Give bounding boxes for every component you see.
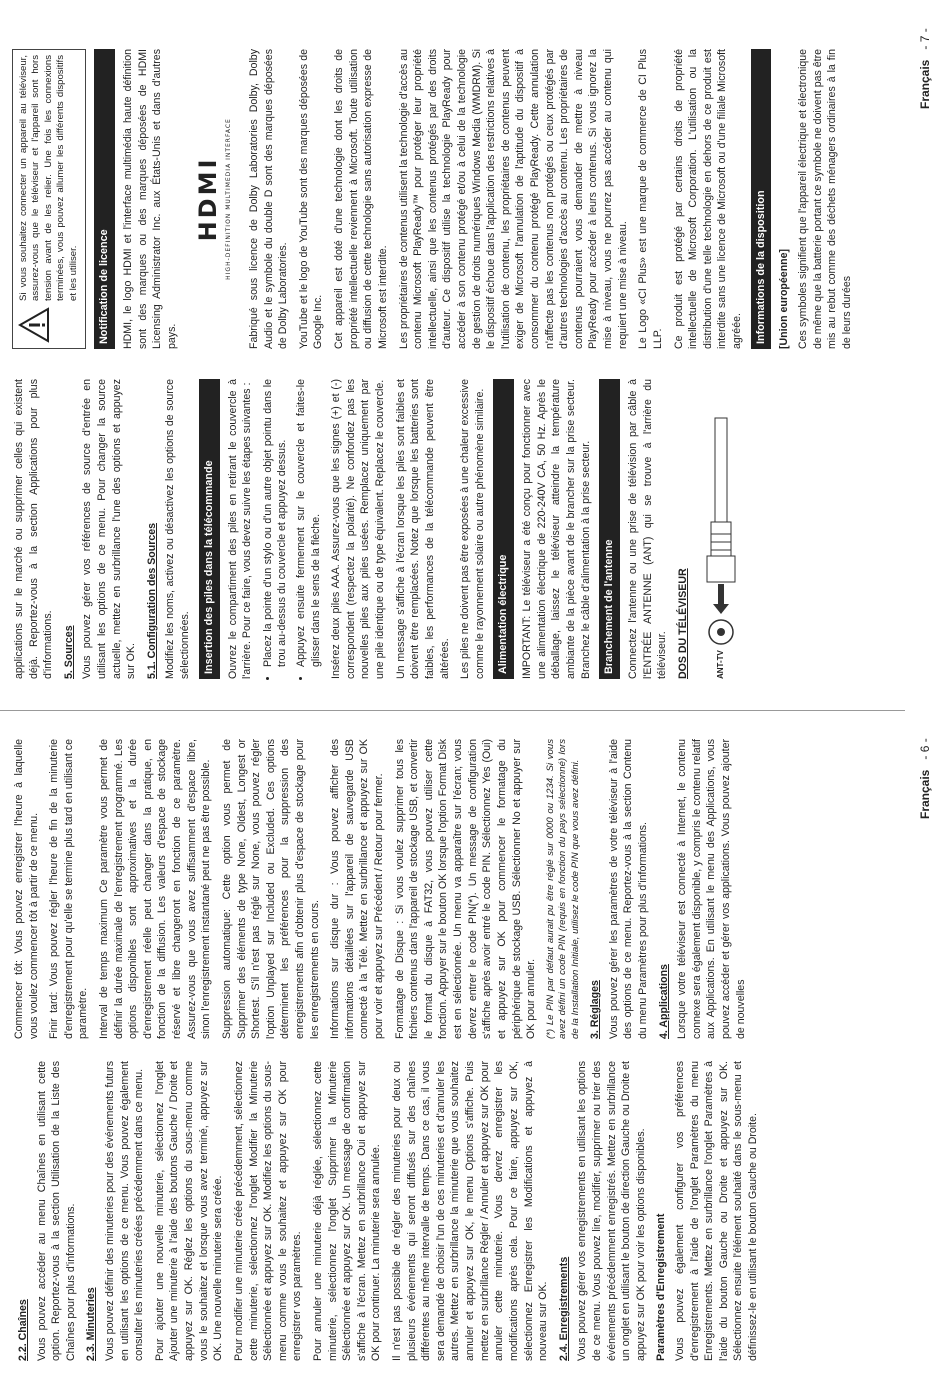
hdmi-logo: [192, 49, 233, 349]
para-enregistrements-1: Vous pouvez gérer vos enregistrements en utilisant les options de ce menu. Vous pouvez lire, modifier, supprimer ou trier des événements précédemment enregistrés. Mettez en surbrillance un onglet en utilisant le bouton de direction Gauche ou Droite et appuyez sur OK pour voir les options disponibles.: [576, 1061, 647, 1361]
dos-televiseur: DOS DU TÉLÉVISEUR: [677, 568, 689, 679]
column-1: [12, 1061, 767, 1361]
section-bar-antenne: Branchement de l'antenne: [599, 379, 620, 679]
para-finir-tard: Finir tard: Vous pouvez régler l'heure de fin de la minuterie d'enregistrement pour qu'elle se termine plus tard en utilisant ce paramètre.: [48, 739, 90, 1039]
para-chaleur: Les piles ne doivent pas être exposées à une chaleur excessive comme le rayonnement solaire ou autre phénomène similaire.: [459, 379, 486, 679]
antenna-diagram: [699, 379, 743, 679]
column-3: [12, 379, 753, 679]
antenna-cable-icon: [699, 416, 743, 646]
section-bar-licence: Notification de licence: [94, 49, 115, 349]
para-piles: Ouvrez le compartiment des piles en retirant le couvercle à l'arrière. Pour ce faire, vous devez suivre les étapes suivantes :: [226, 379, 254, 679]
footer-lang: Français: [918, 59, 932, 109]
para-minuteries-4: Pour annuler une minuterie déjà réglée, sélectionnez cette minuterie, sélectionnez l'onglet Supprimer la Minuterie Sélectionnée et appuyez sur OK. Un message de confirmation s'affiche à l'écran. Mettez en surbrillance Oui et appuyez sur OK pour continuer. La minuterie sera annulée.: [311, 1061, 383, 1361]
heading-reglages: 3. Réglages: [589, 980, 602, 1039]
heading-parametres-enregistrement: Paramètres d'Enregistrement: [655, 1213, 668, 1361]
heading-sources: 5. Sources: [62, 625, 75, 679]
pin-note: (*) Le PIN par défaut aurait pu être réglé sur 0000 ou 1234. Si vous avez défini un code PIN (requis en fonction du pays sélectionné) lors de la Installation Initiale, utilisez le code PIN que vous avez défini.: [544, 739, 581, 1039]
piles-steps: [261, 379, 323, 679]
para-aaa: Insérez deux piles AAA. Assurez-vous que les signes (+) et (-) correspondent (respectez la polarité). Ne confondez pas les nouvelles piles aux piles usées. Remplacez uniquement par une pile identique ou de type équivalent. Replacez le couvercle.: [330, 379, 387, 679]
para-ci-plus: Le Logo «CI Plus» est une marque de commerce de CI Plus LLP.: [637, 49, 664, 349]
para-alimentation: IMPORTANT: Le téléviseur a été conçu pour fonctionner avec une alimentation électrique de 220-240V CA, 50 Hz. Après le déballage, laissez le téléviseur atteindre la température ambiante de la pièce avant de le brancher sur la prise secteur. Branchez le câble d'alimentation à la prise secteur.: [521, 379, 592, 679]
para-formatage: Formatage de Disque : Si vous voulez supprimer tous les fichiers contenus dans l'appareil de stockage USB, et convertir le format du disque à FAT32, vous pouvez utiliser cette fonction. Appuyer sur le bouton OK lorsque l'option Format Disk est en sélectionnée. Un menu va apparaître sur l'écran; vous devrez entrer le code PIN(*). Un message de configuration s'affiche après avoir entré le code PIN. Sélectionnez Yes (Oui) et appuyez sur OK pour commencer le formatage du périphérique de stockage USB. Sélectionner No et appuyer sur OK pour annuler.: [393, 739, 538, 1039]
heading-config-sources: 5.1. Configuration des Sources: [145, 523, 158, 679]
page-number: - 6 -: [918, 738, 932, 760]
para-minuteries-5: Il n'est pas possible de régler des minuteries pour deux ou plusieurs événements qui seront diffusés sur des chaînes différentes au même intervalle de temps. Dans ce cas, il vous sera demandé de choisir l'un de ces minuteries et d'annuler les autres. Mettez en surbrillance la minuterie que vous souhaitez annuler et appuyez sur OK, le menu Options s'affiche. Puis mettez en surbrillance Régler / Annuler et appuyez sur OK pour annuler cette minuterie. Vous devrez enregistrer les modifications après cela. Pour ce faire, appuyez sur OK, sélectionnez Enregistrer les Modifications et appuyez à nouveau sur OK.: [391, 1061, 550, 1361]
para-enregistrements-2: Vous pouvez également configurer vos préférences d'enregistrement à l'aide de l'onglet Paramètres du menu Enregistrements. Mettez en surbrillance l'onglet Paramètres à l'aide du bouton Gauche ou Droite et appuyez sur OK. Sélectionnez ensuite l'élément souhaité dans le sous-menu et définissez-le en utilisant le bouton Gauche ou Droite.: [673, 1061, 760, 1361]
footer-page-7: [918, 28, 932, 109]
list-item: • Placez la pointe d'un stylo ou d'un autre objet pointu dans le trou au-dessus du couvercle et appuyez dessus.: [261, 379, 290, 667]
heading-applications: 4. Applications: [657, 964, 670, 1039]
para-hdmi: HDMI, le logo HDMI et l'interface multimédia haute définition sont des marques ou des marques déposées de HDMI Licensing Administrator Inc. aux États-Unis et dans d'autres pays.: [122, 49, 179, 349]
para-microsoft-2: Ce produit est protégé par certains droits de propriété intellectuelle de Microsoft Corporation. L'utilisation ou la distribution d'une telle technologie en dehors de ce produit est interdite sans une licence de Microsoft ou d'une filiale Microsoft agréée.: [672, 49, 743, 349]
warning-box: [12, 49, 86, 349]
para-dolby: Fabriqué sous licence de Dolby Laboratories Dolby, Dolby Audio et le symbole du double D sont des marques déposées de Dolby Laboratories.: [248, 49, 290, 349]
page-divider: [0, 710, 905, 711]
para-chaines: Vous pouvez accéder au menu Chaînes en utilisant cette option. Reportez-vous à la section Utilisation de la Liste des Chaînes pour plus d'informations.: [35, 1061, 77, 1361]
column-4: [12, 49, 860, 349]
column-2: [12, 739, 754, 1039]
para-applications-cont: applications sur le marché ou supprimer celles qui existent déjà. Reportez-vous à la section Applications pour plus d'informations.: [13, 379, 55, 679]
heading-union-europeenne: [Union européenne]: [778, 248, 791, 349]
para-piles-faibles: Un message s'affiche à l'écran lorsque les piles sont faibles et doivent être remplacées. Notez que lorsque les batteries sont faibles, les performances de la télécommande peuvent être altérées.: [394, 379, 451, 679]
para-antenne: Connectez l'antenne ou une prise de télévision par câble à l'ENTRÉE ANTENNE (ANT) qui se trouve à l'arrière du téléviseur.: [627, 379, 669, 679]
para-microsoft: Cet appareil est doté d'une technologie dont les droits de propriété intellectuelle reviennent à Microsoft. Toute utilisation ou diffusion de cette technologie sans autorisation expresse de Microsoft est interdite.: [333, 49, 389, 349]
para-interval-temps: Interval de temps maximum Ce paramètre vous permet de définir la durée maximale de l'enregistrement programmé. Les options disponibles sont approximatives et la durée d'enregistrement réelle peut changer dans la pratique, en fonction de la diffusion. Les valeurs d'espace de stockage réservé et libre changeront en fonction de ce paramètre. Assurez-vous que vous avez suffisamment d'espace libre, sinon l'enregistrement instantané peut ne pas être possible.: [98, 739, 213, 1039]
para-reglages: Vous pouvez gérer les paramètres de votre téléviseur à l'aide des options de ce menu. Reportez-vous à la section Contenu du menu Paramètres pour plus d'informations.: [607, 739, 649, 1039]
para-sources: Vous pouvez gérer vos références de source d'entrée en utilisant les options de ce menu. Pour changer la source actuelle, mettez en surbrillance l'une des options et appuyez sur OK.: [81, 379, 138, 679]
footer-page-6: [918, 738, 932, 819]
hdmi-logo-subtitle: HIGH-DEFINITION MULTIMEDIA INTERFACE: [224, 118, 232, 280]
section-bar-disposition: Informations de la disposition: [751, 49, 772, 349]
page-number: - 7 -: [918, 28, 932, 50]
para-playready: Les propriétaires de contenus utilisent la technologie d'accès au contenu Microsoft PlayReady™ pour protéger leur propriété intellectuelle, ainsi que les contenus protégés par des droits d'auteur. Ce dispositif utilise la technologie PlayReady pour accéder à son contenu protégé et/ou à celui de la technologie de gestion de droits numériques Windows Media (WMDRM). Si le dispositif échoue dans l'application des restrictions relatives à l'utilisation de contenu, les propriétaires de contenus peuvent exiger de Microsoft l'annulation de l'aptitude du dispositif à consommer du contenu protégé PlayReady. Cette annulation n'affecte pas les contenus non protégés ou ceux protégés par d'autres technologies d'accès au contenu. Les propriétaires de contenus pourraient vous demander de mettre à niveau PlayReady pour accéder à leurs contenus. Si vous ignorez la mise à niveau, vous ne pourrez pas accéder au contenu qui requiert une mise à niveau.: [397, 48, 629, 349]
heading-chaines: 2.2. Chaînes: [17, 1299, 29, 1361]
para-minuteries-1: Vous pouvez définir des minuteries pour des événements futurs en utilisant les options de ce menu. Vous pouvez également consulter les minuteries créées précédemment dans ce menu.: [104, 1061, 146, 1361]
list-item: • Appuyez ensuite fermement sur le couvercle et faites-le glisser dans le sens de la flèche.: [294, 379, 323, 667]
para-union: Ces symboles signifient que l'appareil électrique et électronique de même que la batterie portant ce symbole ne doivent pas être mis au rebut comme des déchets ménagers ordinaires à la fin de leurs durées: [797, 49, 853, 349]
para-config-sources: Modifiez les noms, activez ou désactivez les options de source sélectionnées.: [164, 379, 192, 679]
para-suppression-auto: Suppression automatique: Cette option vous permet de Supprimer des éléments de type None, Oldest, Longest or Shortest. S'il n'est pas réglé sur None, vous pouvez régler l'option Unplayed sur Included ou Excluded. Ces options déterminent les préférences pour la suppression des enregistrements afin d'obtenir plus d'espace de stockage pour les enregistrements en cours.: [220, 739, 321, 1039]
footer-lang: Français: [918, 769, 932, 819]
ant-tv-label: ANT-TV: [716, 650, 726, 679]
heading-minuteries: 2.3. Minuteries: [85, 1287, 98, 1361]
para-minuteries-2: Pour ajouter une nouvelle minuterie, sélectionnez l'onglet Ajouter une minuterie à l'aide des boutons Gauche / Droite et appuyez sur OK. Réglez les options du sous-menu comme vous le souhaitez et lorsque vous avez terminé, appuyez sur OK. Une nouvelle minuterie sera créée.: [153, 1061, 225, 1361]
warning-text: Si vous souhaitez connecter un appareil au téléviseur, assurez-vous que le téléviseur et l'appareil sont hors tension avant de les relier. Une fois les connexions terminées, vous pouvez allumer les différents dispositifs et les utiliser.: [18, 55, 79, 301]
section-bar-alimentation: Alimentation électrique: [493, 379, 514, 679]
para-minuteries-3: Pour modifier une minuterie créée précédemment, sélectionnez cette minuterie, sélectionnez l'onglet Modifier la Minuterie Sélectionnée et appuyez sur OK. Modifiez les options du sous-menu comme vous le souhaitez et appuyez sur OK pour enregistrer vos paramètres.: [232, 1061, 304, 1361]
heading-enregistrements: 2.4. Enregistrements: [557, 1256, 570, 1361]
para-info-disque: Informations sur disque dur : Vous pouvez afficher des informations détaillées sur l'appareil de sauvegarde USB connecté à la Télé. Mettez en surbrillance et appuyez sur OK pour voir et appuyez sur Précédent / Retour pour fermer.: [329, 739, 386, 1039]
section-bar-piles: Insertion des piles dans la télécommande: [199, 379, 220, 679]
para-applications: Lorsque votre téléviseur est connecté à Internet, le contenu connexe sera également disponible, y compris le contenu relatif aux Applications. En utilisant le menu des Applications, vous pouvez accéder et gérer vos applications. Vous pouvez ajouter de nouvelles: [676, 739, 747, 1039]
para-commencer-tot: Commencer tôt: Vous pouvez enregistrer l'heure à laquelle vous voulez commencer tôt à partir de ce menu.: [13, 739, 40, 1039]
warning-icon: [18, 307, 50, 343]
para-youtube: YouTube et le logo de YouTube sont des marques déposées de Google Inc.: [297, 49, 325, 349]
hdmi-logo-text: HDMI: [193, 156, 222, 242]
